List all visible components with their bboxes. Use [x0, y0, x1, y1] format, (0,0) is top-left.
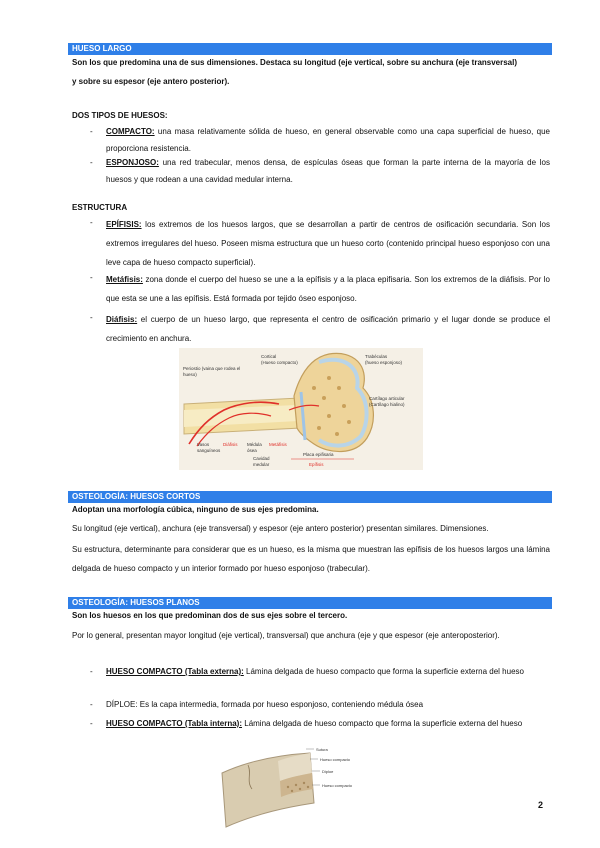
list-item-epifisis [106, 215, 550, 272]
label-periostio-2: hueso) [183, 372, 197, 377]
label-diploe: Diploe [322, 769, 334, 774]
label-sutura: Sutura [316, 747, 328, 752]
text-diploe: DÍPLOE: Es la capa intermedia, formada por hueso esponjoso, conteniendo médula ósea [106, 700, 424, 709]
list-item-compacto [106, 124, 550, 157]
estructura-title: ESTRUCTURA [72, 203, 128, 212]
cortos-line-1: Adoptan una morfología cúbica, ninguno de sus ejes predomina. [72, 505, 319, 514]
label-placa: Placa epifisaria [303, 452, 334, 457]
term-compacto: COMPACTO: [106, 127, 155, 136]
label-trabeculas-2: (hueso esponjoso) [365, 360, 403, 365]
section-header-huesos-cortos: OSTEOLOGÍA: HUESOS CORTOS [68, 491, 552, 503]
label-cavidad: Cavidad [253, 456, 270, 461]
label-cavidad-2: medular [253, 462, 270, 467]
cortos-line-3: Su estructura, determinante para considerar que es un hueso, es la misma que muestran las epífisis de los huesos largos una lámina delgada de hueso compacto y un interior formado por hueso esponjoso (trabecular). [72, 545, 550, 573]
bullet: - [90, 158, 93, 167]
dos-tipos-title: DOS TIPOS DE HUESOS: [72, 111, 168, 120]
label-metafisis: Metáfisis [269, 442, 287, 447]
section-header-hueso-largo: HUESO LARGO [68, 43, 552, 55]
label-compacto-1: Hueso compacto [320, 757, 351, 762]
term-diafisis: Diáfisis: [106, 315, 138, 324]
intro-line-2: y sobre su espesor (eje antero posterior). [72, 77, 230, 86]
label-medula: Médula [247, 442, 262, 447]
text-tabla-interna: Lámina delgada de hueso compacto que forma la superficie externa del hueso [242, 719, 523, 728]
bullet: - [90, 273, 93, 282]
label-compacto-2: Hueso compacto [322, 783, 353, 788]
cortos-line-2: Su longitud (eje vertical), anchura (eje transversal) y espesor (eje antero posterior) presentan similares. Dimensiones. [72, 524, 489, 533]
label-vasos-2: sanguíneos [197, 448, 221, 453]
list-item-tabla-externa [106, 664, 550, 681]
label-diafisis: Diáfisis [223, 442, 238, 447]
bullet: - [90, 700, 93, 709]
text-metafisis: zona donde el cuerpo del hueso se une a la epífisis y a la placa epifisaria. Son los extremos de la diáfisis. Por lo que esta se une a las epífisis. Está formada por tejido óseo esponjoso. [106, 275, 550, 303]
list-item-esponjoso [106, 155, 550, 188]
label-cortical-2: (Hueso compacto) [261, 360, 298, 365]
bullet: - [90, 719, 93, 728]
text-compacto: una masa relativamente sólida de hueso, en general observable como una capa superficial de hueso, que proporciona resistencia. [106, 127, 550, 153]
label-cartilago-2: (Cartílago hialino) [369, 402, 405, 407]
text-tabla-externa: Lámina delgada de hueso compacto que forma la superficie externa del hueso [243, 667, 524, 676]
planos-line-2: Por lo general, presentan mayor longitud (eje vertical), transversal) que anchura (eje y que espesor (eje anteroposterior). [72, 631, 500, 640]
list-item-diafisis [106, 310, 550, 348]
label-trabeculas: Trabéculas [365, 354, 388, 359]
flat-bone-figure [218, 743, 353, 831]
intro-line-1: Son los que predomina una de sus dimensiones. Destaca su longitud (eje vertical, sobre su anchura (eje transversal) [72, 58, 518, 67]
list-item-diploe [106, 697, 550, 714]
bullet: - [90, 313, 93, 322]
planos-line-1: Son los huesos en los que predominan dos de sus ejes sobre el tercero. [72, 611, 348, 620]
label-epifisis: Epífisis [309, 462, 324, 467]
label-vasos: Vasos [197, 442, 210, 447]
term-esponjoso: ESPONJOSO: [106, 158, 159, 167]
text-epifisis: los extremos de los huesos largos, que se desarrollan a partir de centros de osificación secundaria. Son los extremos irregulares del hueso. Poseen misma estructura que un hueso corto (contenido principal hueso esponjoso con una leve capa de hueso compacto superficial). [106, 220, 550, 267]
bullet: - [90, 667, 93, 676]
section-header-huesos-planos: OSTEOLOGÍA: HUESOS PLANOS [68, 597, 552, 609]
term-tabla-interna: HUESO COMPACTO (Tabla interna): [106, 719, 243, 728]
term-tabla-externa: HUESO COMPACTO (Tabla externa): [106, 667, 244, 676]
term-metafisis: Metáfisis: [106, 275, 143, 284]
label-medula-2: ósea [247, 448, 257, 453]
list-item-tabla-interna [106, 716, 550, 733]
bullet: - [90, 127, 93, 136]
label-cartilago: Cartílago articular [369, 396, 405, 401]
page-number: 2 [538, 800, 544, 810]
long-bone-figure [179, 348, 423, 470]
bullet: - [90, 218, 93, 227]
label-cortical: Cortical [261, 354, 277, 359]
label-periostio: Periostio (vaina que rodea el [183, 366, 241, 371]
list-item-metafisis [106, 270, 550, 308]
term-epifisis: EPÍFISIS: [106, 220, 142, 229]
text-diafisis: el cuerpo de un hueso largo, que representa el centro de osificación primario y el lugar donde se produce el crecimiento en anchura. [106, 315, 550, 343]
text-esponjoso: una red trabecular, menos densa, de espículas óseas que forman la parte interna de la mayoría de los huesos y que rodean a una cavidad medular interna. [106, 158, 550, 184]
